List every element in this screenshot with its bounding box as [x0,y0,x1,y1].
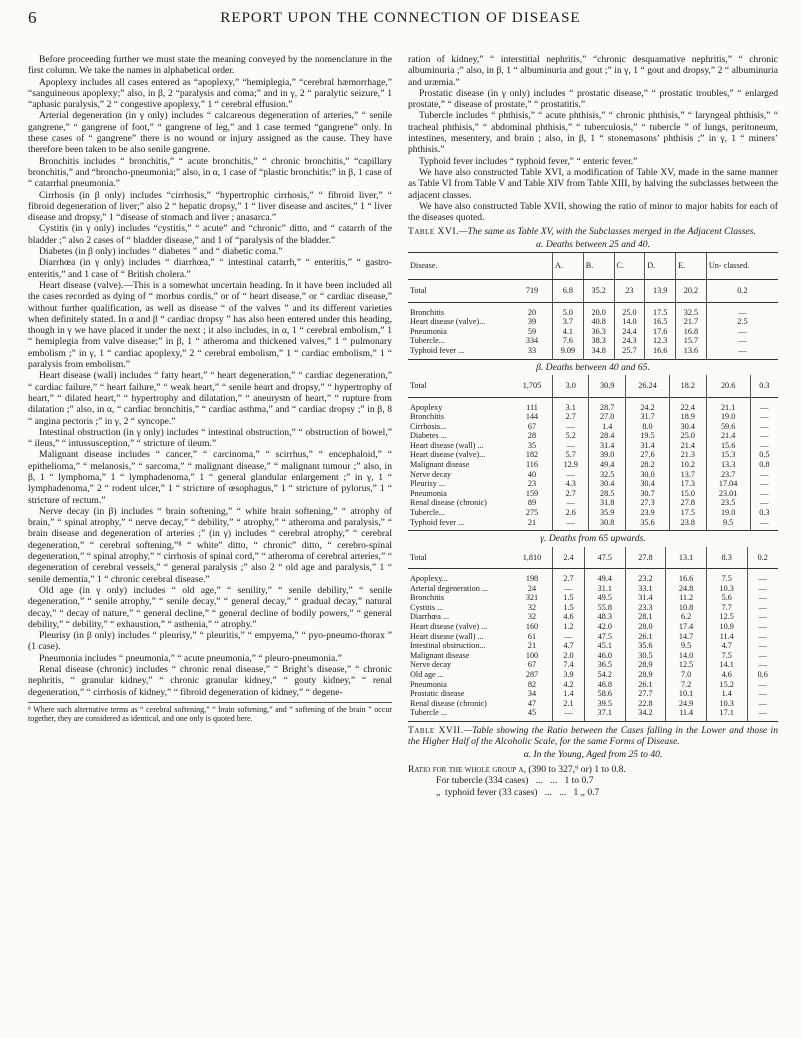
right-paragraph: We have also constructed Table XVI, a modification of Table XV, made in the same manner as Table VI from Table V and Table XIV from Table XIII, by halving the subclasses between the adjacent classes. [408,166,778,201]
total-row [408,547,778,569]
total-value: 0.2 [706,280,778,303]
table-xvii-caption: —Table showing the Ratio between the Cases falling in the Lower and those in the Higher Half of the Alcoholic Scale, for the same Forms of Disease. [408,725,778,748]
ratio-label: Ratio for the whole group α, [408,763,527,775]
left-paragraph: Diabetes (in β only) includes “ diabetes ” and “ diabetic coma.” [39,246,283,258]
ratio-value: (390 to 327,⁹ or) 1 to 0.8. [528,763,626,775]
table-xvi-caption: —The same as Table XV, with the Subclasses merged in the Adjacent Classes. [459,226,756,238]
left-paragraph: Diarrhœa (in γ only) includes “ diarrhœa,” “ intestinal catarrh,” “ enteritis,” “ gastro-enteritis,” and 1 case of “ British cholera.” [28,257,392,280]
class-values: 3.1 2.7 — 5.2 — 5.7 12.9 — 4.3 2.7 — 2.6 — [553,397,589,531]
disease-counts: 20 39 59 334 33 [525,307,539,356]
column-header: C. [614,253,645,280]
left-paragraph: Malignant disease includes “ cancer,” “ carcinoma,” “ scirrhus,” “ encephaloid,” “ epithelioma,” “ melanosis,” “ sarcoma,” “ malignant disease,” “ malignant tumour ;” also, in β, 1 “ lymphoma,” 1 “ lymphadenoma,” 1 “ general glandular enlargement ;” in γ, 1 “ lymphadenoma,” 2 “ rodent ulcer,” 1 “ stricture of œsophagus,” 1 “ stricture of pylorus,” 1 “ stricture of rectum.” [28,449,392,506]
ratio-row [408,787,778,798]
total-value: 8.3 [706,547,747,569]
ratio-row-label: „ typhoid fever (33 cases) [436,786,538,798]
page-number: 6 [28,8,37,27]
total-value: 27.8 [625,547,666,569]
disease-counts: 198 24 321 32 32 160 61 21 100 67 287 82 34 47 45 [525,574,539,718]
ratio-whole-group [408,764,778,775]
table-xvi-label: Table XVI. [408,226,459,238]
total-value: 20.6 [706,375,750,397]
disease-names: Apoplexy Bronchitis Cirrhosis... Diabetes ... Heart disease (wall) ... Heart disease (valve)... Malignant disease Nerve decay Pleurisy ... Pneumonia Renal disease (chronic) Tubercle... Typhoid fever ... [410,402,487,527]
ratio-row-value: 1 to 0.7 [564,775,594,787]
left-paragraph: Cirrhosis (in β only) includes “cirrhosis,” “hypertrophic cirrhosis,” “ fibroid liver,” “ fibroid degeneration of liver;” also 2 “ hepatic dropsy,” 1 “ liver disease and ascites,” 1 “ liver disease and dropsy,” 1 “disease of stomach and liver ; anasarca.” [28,189,392,224]
table-xvi-section [408,252,778,360]
total-label: Total [408,375,512,397]
class-values: 16.6 24.8 11.2 10.8 6.2 17.4 14.7 9.5 14.0 12.5 7.0 7.2 10.1 24.9 11.4 [666,569,707,722]
column-header: E. [676,253,707,280]
total-row [408,280,778,303]
left-paragraph: Pleurisy (in β only) includes “ pleurisy,” “ pleuritis,” “ empyema,” “ pyo-pneumo-thorax ” (1 case). [28,630,392,653]
total-value: 23 [614,280,645,303]
total-count: 1,810 [512,547,553,569]
left-paragraph: Intestinal obstruction (in γ only) includes “ intestinal obstruction,” “ obstruction of bowel,” “ ileus,” “ intussusception,” “ stricture of ileum.” [28,426,392,450]
column-header: D. [645,253,676,280]
table-section-heading: α. Deaths between 25 and 40. [535,238,650,250]
disease-counts: 111 144 67 28 35 182 116 40 23 159 89 275 21 [525,402,539,527]
left-paragraph: Before proceeding further we must state the meaning conveyed by the nomenclature in the first column. We take the names in alphabetical order. [28,54,392,77]
footnote: ⁸ Where such alternative terms as “ cerebral softening,” “ brain softening,” and “ softening of the brain ” occur together, they are considered as identical, and one only is quoted here. [28,702,392,723]
class-values: 25.0 14.0 24.4 24.3 25.7 [614,302,645,359]
table-xvii-subheading: α. In the Young, Aged from 25 to 40. [523,748,663,760]
right-paragraphs [408,54,778,223]
left-paragraph: Renal disease (chronic) includes “ chronic renal disease,” “ Bright’s disease,” “ chronic nephritis, “ granular kidney,” “ chronic granular kidney,” “ gouty kidney,” “ renal degeneration,” “ cirrhosis of kidney,” “ fibroid degeneration of kidney,” “ degene- [28,664,392,698]
class-values: 49.4 31.1 49.5 55.8 48.3 42.0 47.5 45.1 46.0 36.5 54.2 46.8 58.6 39.5 37.1 [585,569,626,722]
table-section-heading: β. Deaths between 40 and 65. [536,361,650,373]
class-values: 23.2 33.1 31.4 23.3 28.1 28.0 26.1 35.6 30.5 28.9 28.9 26.1 27.7 22.8 34.2 [625,569,666,722]
class-values: 22.4 18.9 30.4 25.0 21.4 21.3 10.2 13.7 17.3 15.0 27.8 17.5 23.8 [670,397,706,531]
left-paragraph: Pneumonia includes “ pneumonia,” “ acute pneumonia,” “ pleuro-pneumonia.” [39,652,342,664]
class-values: 5.0 3.7 4.1 7.6 9.09 [553,302,584,359]
class-values: 28.7 27.0 1.4 28.4 31.4 39.0 49.4 32.5 30.4 28.5 31.8 35.9 30.8 [589,397,625,531]
column-header: A. [553,253,584,280]
ratio-row-label: For tubercle (334 cases) [436,775,529,787]
ratio-row-value: 1 „ 0.7 [573,786,600,798]
column-header: B. [583,253,614,280]
disease-rows [408,569,778,722]
disease-names: Apoplexy... Arterial degeneration ... Bronchitis Cystitis ... Diarrhœa ... Heart disease (valve) ... Heart disease (wall) ... Intestinal obstruction... Malignant disease Nerve decay Old age ... Pneumonia Prostatic disease Renal disease (chronic) Tubercle ... [410,574,488,718]
total-value: 18.2 [670,375,706,397]
table-xvi-section [408,375,778,531]
table-xvii-label: Table XVII. [408,725,464,737]
table-xvi-section [408,547,778,723]
class-values: — — — — — — — — — — 0.6 — — — — [747,569,778,722]
column-header: Un- classed. [706,253,778,280]
total-row [408,375,778,397]
right-column [408,54,778,798]
class-values: 24.2 31.7 8.0 19.5 31.4 27.6 28.2 30.0 30.4 30.7 27.3 23.9 35.6 [625,397,669,531]
table-section-heading: γ. Deaths from 65 upwards. [540,533,646,545]
left-paragraph: Bronchitis includes “ bronchitis,” “ acute bronchitis,” “ chronic bronchitis,” “capillary bronchitis,” and “broncho-pneumonia;” also, in α, 1 case of “plastic bronchitis;” in β, 1 case of “ catarrhal pneumonia.” [28,155,392,190]
table-header-row [408,253,778,280]
page-header [28,8,773,32]
total-value: 6.8 [553,280,584,303]
total-value: 20.2 [676,280,707,303]
disease-rows [408,397,778,531]
right-paragraph: We have also constructed Table XVII, showing the ratio of minor to major habits for each of the diseases quoted. [408,200,778,224]
total-value: 0.2 [747,547,778,569]
class-values: 32.5 21.7 16.8 15.7 13.6 [676,302,707,359]
ratio-rows [408,775,778,798]
left-paragraph: Heart disease (wall) includes “ fatty heart,” “ heart degeneration,” “ cardiac degeneration,” “ cardiac failure,” “ heart failure,” “ weak heart,” “ senile heart and dropsy,” “ hypertrophy of heart,” “ dilated heart,” “ hypertrophy and dilatation,” “ aneurysm of heart,” “ rupture from dilatation ;” also, in α, “ cardiac bronchitis,” “ cardiac asthma,” and “ cardiac dropsy ;” in β, 8 “ angina pectoris ;” in γ, 2 “ syncope.” [28,370,392,427]
total-value: 47.5 [585,547,626,569]
left-paragraph: Old age (in γ only) includes “ old age,” “ senility,” “ senile debility,” “ senile degeneration,” “ senile atrophy,” “ senile decay,” “ general decay,” “ gradual decay,” natural decay,” “ decay of nature,” “ general decline,” “ general decline of bodily powers,” “ general debility,” “ debility,” “ exhaustion,” “ asthenia,” “ atrophy.” [28,584,392,630]
class-values: 21.1 19.0 59.6 21.4 15.6 15.3 13.3 23.7 17.04 23.01 23.5 19.0 9.5 [706,397,750,531]
class-values: 20.0 40.8 36.3 38.3 34.8 [583,302,614,359]
class-values: 2.7 — 1.5 1.5 4.6 1.2 — 4.7 2.0 7.4 3.9 4.2 1.4 2.1 — [553,569,585,722]
total-value: 13.9 [645,280,676,303]
left-paragraph: Heart disease (valve).—This is a somewhat uncertain heading. In it have been included all the cases recorded as dying of “ morbus cordis,” or of “ heart disease,” or “ cardiac disease,” without further qualification, as well as disease “ of the valves ” and its different varieties when definitely stated. In α and β “ cardiac dropsy ” has also been entered under this heading, though in γ we have placed it under the next ; it also includes, in α, 1 “ cerebral embolism,” 1 “ hemiplegia from valve disease;” in β, 1 “ atheroma and thickened valves,” 1 “ pulmonary embolism ;” in γ, 1 “ cardiac apoplexy,” 2 “ cerebral embolism,” 1 “ cardiac embolism,” 1 “ paralysis from embolism.” [28,279,392,371]
total-count: 719 [512,280,553,303]
running-title: REPORT UPON THE CONNECTION OF DISEASE [220,10,581,26]
left-column [28,54,392,723]
total-value: 2.4 [553,547,585,569]
disease-names: Bronchitis Heart disease (valve)... Pneumonia Tubercle... Typhoid fever ... [410,307,486,356]
left-paragraph: Cystitis (in γ only) includes “cystitis,” “ acute” and “chronic” ditto, and “ catarrh of the bladder ;” also 2 cases of “ bladder disease,” and 1 of “paralysis of the bladder.” [28,223,392,246]
table-xvii-title [408,725,778,748]
total-count: 1,705 [512,375,553,397]
ratio-leader: ... ... [537,786,574,798]
disease-rows [408,302,778,359]
left-paragraph: Nerve decay (in β) includes “ brain softening,” “ white brain softening,” “ atrophy of brain,” “ spinal atrophy,” “ nerve decay,” “ debility,” “ atrophy,” “ atheroma and paralysis,” “ brain disease and degeneration of arteries ;” (in γ) includes “ cerebral atrophy,” “ cerebral degeneration,” “ cerebral softening,”⁸ “ white” ditto, “ chronic” ditto, “ cerebro-spinal degeneration,” “ spinal atrophy,” “ cirrhosis of spinal cord,” “ atheroma of cerebral arteries,” “ degeneration of cerebral vessels,” “ general paralysis ;” also 2 “ old age and paralysis,” 1 “ senile dementia,” 1 “ chronic cerebral disease.” [28,505,392,585]
column-header: Disease. [408,253,553,280]
class-values: 7.5 10.3 5.6 7.7 12.5 10.9 11.4 4.7 7.5 14.1 4.6 15.2 1.4 10.3 17.1 [706,569,747,722]
right-paragraph: ration of kidney,” “ interstitial nephritis,” “chronic desquamative nephritis,” “ chronic albuminuria ;” also, in β, 1 “ albuminuria and gout ;” in γ, 1 “ gout and dropsy,” 2 “ albuminuria and uræmia.” [408,54,778,88]
right-paragraph: Prostatic disease (in γ only) includes “ prostatic disease,” “ prostatic troubles,” “ enlarged prostate,” “ disease of prostate,” “ prostatitis.” [408,87,778,111]
class-values: 17.5 16.5 17.6 12.3 16.6 [645,302,676,359]
class-values: — 2.5 — — — [706,302,778,359]
right-paragraph: Tubercle includes “ phthisis,” “ acute phthisis,” “ chronic phthisis,” “ laryngeal phthisis,” “ tracheal phthisis,” “ abdominal phthisis,” “ tuberculosis,” “ tubercle ” of lungs, peritoneum, intestines, mesentery, and brain ; also, in β, 1 “ stonemasons’ phthisis ;” in γ, 1 “ miners’ phthisis.” [408,110,778,156]
left-paragraph: Arterial degeneration (in γ only) includes “ calcareous degeneration of arteries,” “ senile gangrene,” “ gangrene of foot,” “ gangrene of leg,” and 1 case termed “gangrene” only. In these cases of “ gangrene” there is no wound or injury assigned as the cause. They have therefore been taken to be also senile gangrene. [28,110,392,156]
total-value: 3.0 [553,375,589,397]
total-label: Total [408,280,512,303]
right-paragraph: Typhoid fever includes “ typhoid fever,” “ enteric fever.” [419,155,638,167]
table-xvi [408,239,778,722]
total-value: 30.9 [589,375,625,397]
ratio-leader: ... ... [528,775,565,787]
total-label: Total [408,547,512,569]
left-paragraph: Apoplexy includes all cases entered as “apoplexy,” “hemiplegia,” “cerebral hæmorrhage,” “sanguineous apoplexy;” also, in β, 2 “paralysis and coma;” and in γ, 2 “ paralytic seizure,” 1 “aphasic paralysis,” 2 “ congestive apoplexy,” 1 “ cerebral effusion.” [28,76,392,111]
table-xvii-ratios [408,764,778,798]
ratio-row [408,775,778,786]
total-value: 13.1 [666,547,707,569]
total-value: 0.3 [750,375,778,397]
class-values: — — — — — 0.5 0.8 — — — — 0.3 — [750,397,778,531]
total-value: 26.24 [625,375,669,397]
table-xvi-title [408,226,778,237]
total-value: 35.2 [583,280,614,303]
